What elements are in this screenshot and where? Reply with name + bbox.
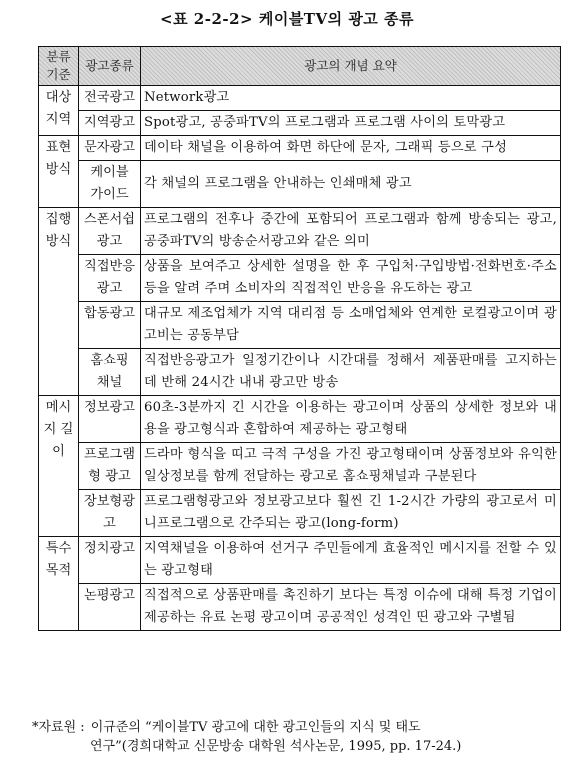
description-cell: 데이타 채널을 이용하여 화면 하단에 문자, 그래픽 등으로 구성	[141, 136, 561, 161]
ad-type-cell: 장보형광고	[79, 490, 141, 537]
header-classification: 분류 기준	[39, 47, 79, 86]
ad-type-cell: 케이블 가이드	[79, 161, 141, 208]
description-cell: 직접적으로 상품판매를 촉진하기 보다는 특정 이슈에 대해 특정 기업이 제공하는 유료 논평 광고이며 공공적인 성격인 띤 광고와 구별됨	[141, 584, 561, 631]
table-row	[39, 349, 561, 396]
ad-type-cell: 지역광고	[79, 111, 141, 136]
ad-type-cell: 전국광고	[79, 86, 141, 111]
description-cell: 상품을 보여주고 상세한 설명을 한 후 구입처·구입방법·전화번호·주소 등을 알려 주며 소비자의 직접적인 반응을 유도하는 광고	[141, 255, 561, 302]
ad-types-table	[38, 46, 561, 631]
category-special-purpose: 특수 목적	[39, 537, 79, 631]
category-target-region: 대상 지역	[39, 86, 79, 136]
table-row	[39, 537, 561, 584]
category-execution-method: 집행 방식	[39, 208, 79, 396]
ad-type-cell: 문자광고	[79, 136, 141, 161]
table-row	[39, 490, 561, 537]
source-line-1	[32, 718, 562, 737]
category-expression-method: 표현 방식	[39, 136, 79, 208]
source-text-1: 이규준의 “케이블TV 광고에 대한 광고인들의 지식 및 태도	[90, 720, 421, 735]
ad-type-cell: 합동광고	[79, 302, 141, 349]
description-cell: Spot광고, 공중파TV의 프로그램과 프로그램 사이의 토막광고	[141, 111, 561, 136]
table-row	[39, 443, 561, 490]
ad-type-cell: 프로그램형 광고	[79, 443, 141, 490]
ad-type-cell: 정보광고	[79, 396, 141, 443]
description-cell: Network광고	[141, 86, 561, 111]
table-row	[39, 584, 561, 631]
ad-type-cell: 논평광고	[79, 584, 141, 631]
table-title: <표 2-2-2> 케이블TV의 광고 종류	[160, 10, 414, 28]
description-cell: 지역채널을 이용하여 선거구 주민들에게 효율적인 메시지를 전할 수 있는 광고형태	[141, 537, 561, 584]
table-row	[39, 161, 561, 208]
description-cell: 프로그램형광고와 정보광고보다 훨씬 긴 1-2시간 가량의 광고로서 미니프로그램으로 간주되는 광고(long-form)	[141, 490, 561, 537]
ad-type-cell: 직접반응 광고	[79, 255, 141, 302]
table-row	[39, 302, 561, 349]
description-cell: 프로그램의 전후나 중간에 포함되어 프로그램과 함께 방송되는 광고, 공중파TV의 방송순서광고와 같은 의미	[141, 208, 561, 255]
table-row	[39, 208, 561, 255]
source-line-2: 연구”(경희대학교 신문방송 대학원 석사논문, 1995, pp. 17-24.)	[90, 739, 462, 754]
table-row	[39, 86, 561, 111]
ad-type-cell: 정치광고	[79, 537, 141, 584]
table-row	[39, 111, 561, 136]
ad-type-cell: 스폰서쉽 광고	[79, 208, 141, 255]
source-label: *자료원 :	[32, 720, 85, 735]
ad-type-cell: 홈쇼핑 채널	[79, 349, 141, 396]
description-cell: 각 채널의 프로그램을 안내하는 인쇄매체 광고	[141, 161, 561, 208]
table-row	[39, 396, 561, 443]
description-cell: 직접반응광고가 일정기간이나 시간대를 정해서 제품판매를 고지하는 데 반해 24시간 내내 광고만 방송	[141, 349, 561, 396]
source-citation	[32, 718, 562, 756]
header-ad-type: 광고종류	[79, 47, 141, 86]
header-concept-summary: 광고의 개념 요약	[141, 47, 561, 86]
category-message-length: 메시지 길이	[39, 396, 79, 537]
table-row	[39, 255, 561, 302]
description-cell: 드라마 형식을 띠고 극적 구성을 가진 광고형태이며 상품정보와 유익한 일상정보를 함께 전달하는 광고로 홈쇼핑채널과 구분된다	[141, 443, 561, 490]
table-row	[39, 136, 561, 161]
table-header-row	[39, 47, 561, 86]
description-cell: 대규모 제조업체가 지역 대리점 등 소매업체와 연계한 로컬광고이며 광고비는 공동부담	[141, 302, 561, 349]
description-cell: 60초-3분까지 긴 시간을 이용하는 광고이며 상품의 상세한 정보와 내용을 광고형식과 혼합하여 제공하는 광고형태	[141, 396, 561, 443]
